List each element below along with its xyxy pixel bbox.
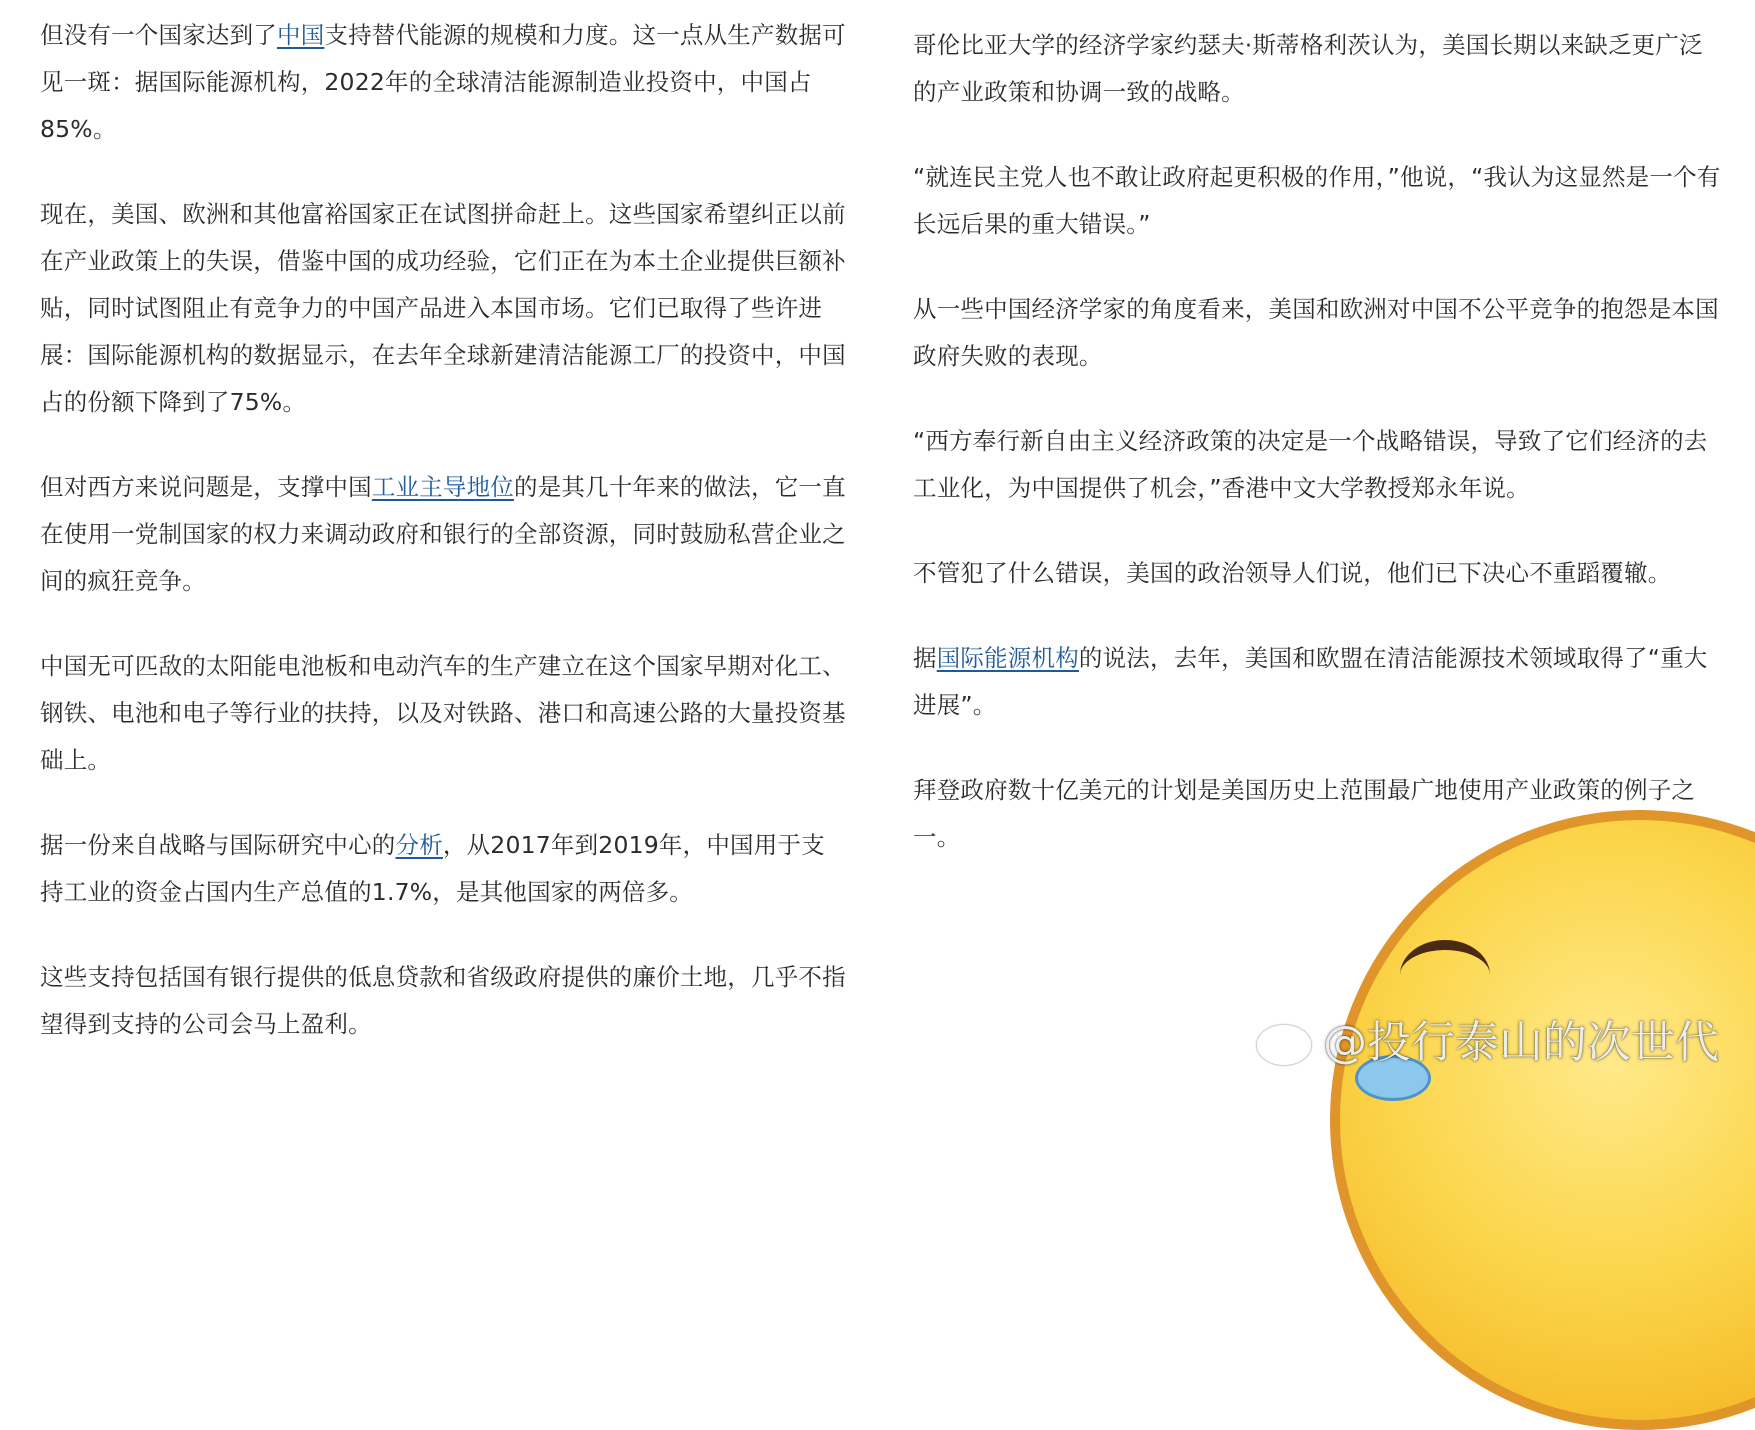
paragraph-text: 但没有一个国家达到了 — [40, 21, 277, 49]
weibo-icon — [1255, 1015, 1313, 1061]
paragraph: 哥伦比亚大学的经济学家约瑟夫·斯蒂格利茨认为，美国长期以来缺乏更广泛的产业政策和协调一致的战略。 — [913, 31, 1703, 106]
article-left-column — [40, 12, 846, 1086]
article-right-column — [913, 22, 1725, 899]
paragraph-text: ，从2017年到2019年，中国用于支持工业的资金占国内生产总值的1.7%，是其他国家的两倍多。 — [40, 831, 825, 906]
paragraph: 从一些中国经济学家的角度看来，美国和欧洲对中国不公平竞争的抱怨是本国政府失败的表现。 — [913, 295, 1719, 370]
paragraph-text: 的是其几十年来的做法，它一直在使用一党制国家的权力来调动政府和银行的全部资源，同时鼓励私营企业之间的疯狂竞争。 — [40, 473, 846, 595]
emoji-eye-icon — [1400, 940, 1490, 1010]
paragraph — [40, 822, 846, 916]
paragraph — [913, 635, 1725, 729]
link-analysis[interactable]: 分析 — [395, 831, 443, 859]
emoji-face-icon — [1330, 810, 1755, 1430]
paragraph: 这些支持包括国有银行提供的低息贷款和省级政府提供的廉价土地，几乎不指望得到支持的公司会马上盈利。 — [40, 963, 846, 1038]
paragraph: 中国无可匹敌的太阳能电池板和电动汽车的生产建立在这个国家早期对化工、钢铁、电池和电子等行业的扶持，以及对铁路、港口和高速公路的大量投资基础上。 — [40, 652, 846, 774]
paragraph-text: 但对西方来说问题是，支撑中国 — [40, 473, 372, 501]
paragraph — [40, 464, 846, 605]
link-china[interactable]: 中国 — [277, 21, 325, 49]
paragraph-text: 支持替代能源的规模和力度。这一点从生产数据可见一斑：据国际能源机构，2022年的全球清洁能源制造业投资中，中国占85%。 — [40, 21, 846, 143]
paragraph: 现在，美国、欧洲和其他富裕国家正在试图拼命赶上。这些国家希望纠正以前在产业政策上的失误，借鉴中国的成功经验，它们正在为本土企业提供巨额补贴，同时试图阻止有竞争力的中国产品进入本国市场。它们已取得了些许进展：国际能源机构的数据显示，在去年全球新建清洁能源工厂的投资中，中国占的份额下降到了75%。 — [40, 200, 846, 416]
paragraph: 不管犯了什么错误，美国的政治领导人们说，他们已下决心不重蹈覆辙。 — [913, 559, 1672, 587]
paragraph: 拜登政府数十亿美元的计划是美国历史上范围最广地使用产业政策的例子之一。 — [913, 776, 1696, 851]
paragraph — [40, 12, 846, 153]
paragraph-text: 据一份来自战略与国际研究中心的 — [40, 831, 396, 859]
paragraph-text: 据 — [913, 644, 937, 672]
link-iea[interactable]: 国际能源机构 — [936, 644, 1079, 672]
link-industrial-dominance[interactable]: 工业主导地位 — [371, 473, 515, 501]
paragraph: “西方奉行新自由主义经济政策的决定是一个战略错误，导致了它们经济的去工业化，为中国提供了机会，”香港中文大学教授郑永年说。 — [913, 427, 1708, 502]
watermark — [1255, 1008, 1719, 1068]
paragraph: “就连民主党人也不敢让政府起更积极的作用，”他说，“我认为这显然是一个有长远后果的重大错误。” — [913, 163, 1721, 238]
watermark-text: @投行泰山的次世代 — [1323, 1017, 1719, 1068]
paragraph-text: 的说法，去年，美国和欧盟在清洁能源技术领域取得了“重大进展”。 — [913, 644, 1708, 719]
